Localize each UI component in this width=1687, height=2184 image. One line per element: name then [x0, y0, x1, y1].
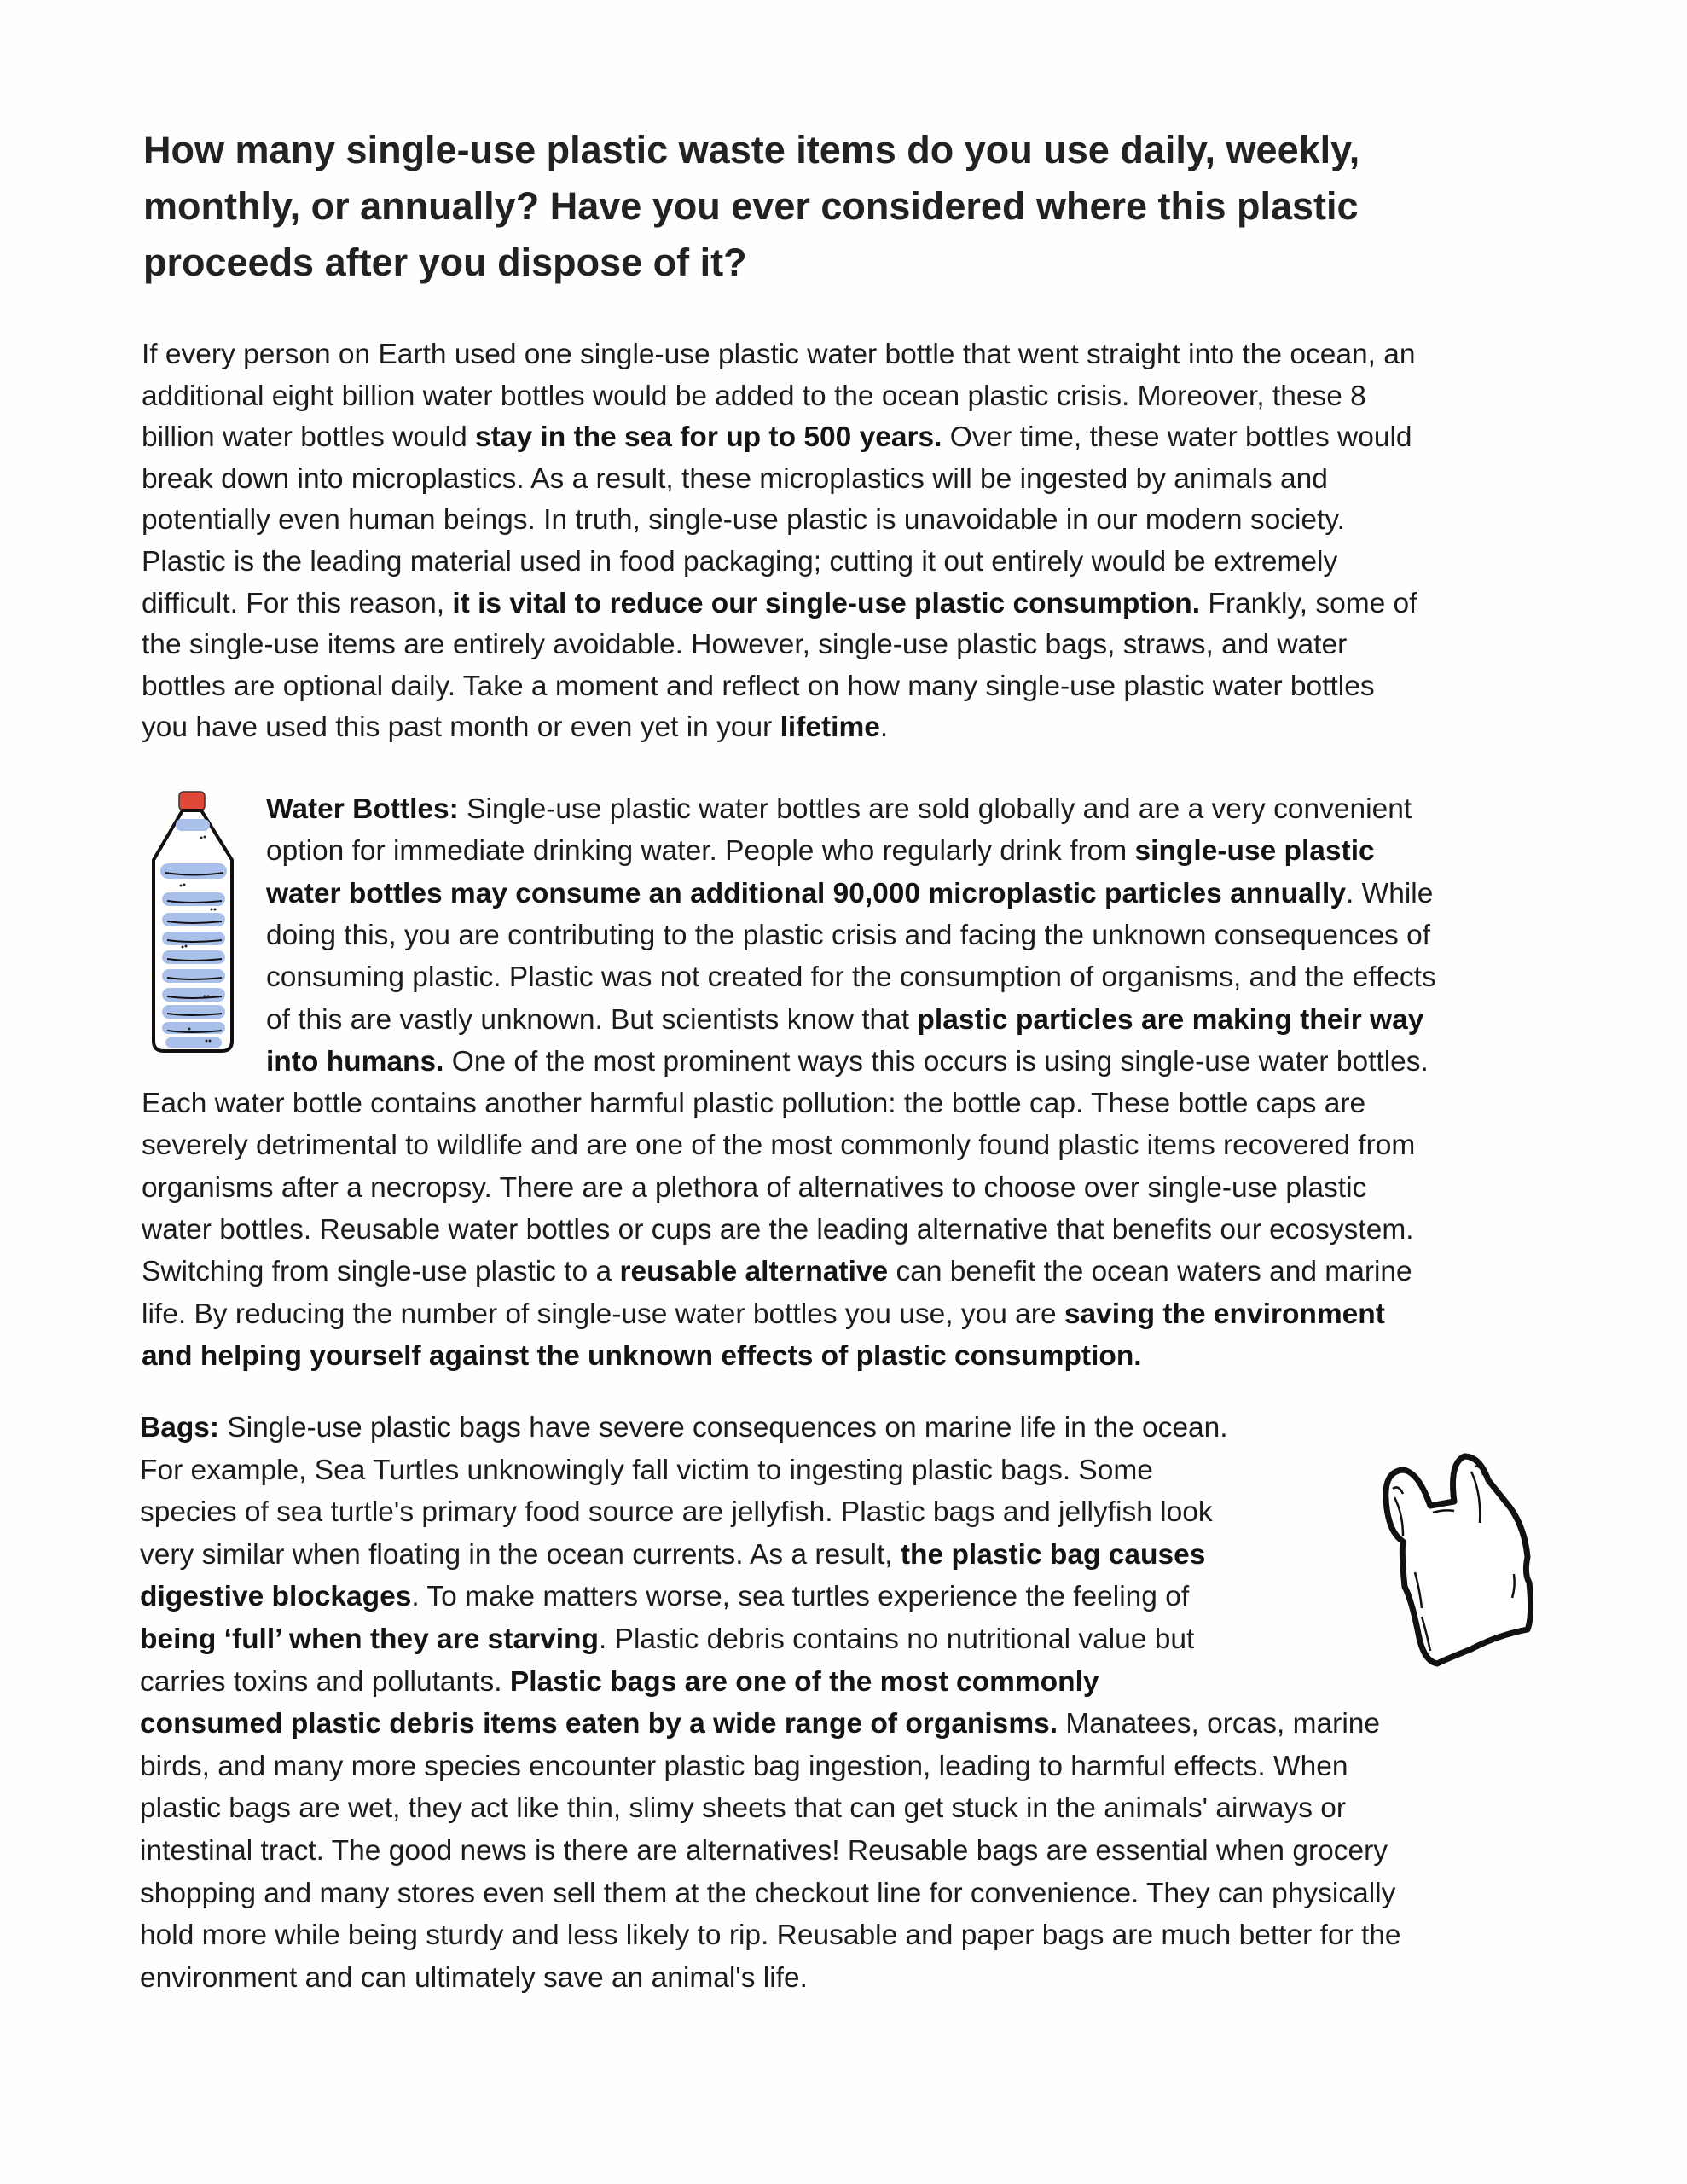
bold-text: Bags:	[140, 1412, 220, 1443]
text-segment: difficult. For this reason,	[142, 587, 453, 619]
bold-text: the plastic bag causes	[900, 1538, 1206, 1571]
text-line	[266, 834, 1375, 868]
heading-line: How many single-use plastic waste items do you use daily, weekly,	[143, 128, 1360, 171]
bold-text: into humans.	[266, 1045, 444, 1077]
text-line	[140, 1580, 1189, 1614]
text-segment: shopping and many stores even sell them at the checkout line for convenience. They can physically	[140, 1877, 1396, 1909]
heading-line: proceeds after you dispose of it?	[143, 241, 747, 284]
text-line	[140, 1623, 1194, 1657]
text-line	[142, 1213, 1414, 1247]
text-segment: hold more while being sturdy and less likely to rip. Reusable and paper bags are much better for the	[140, 1920, 1401, 1952]
text-segment: species of sea turtle's primary food source are jellyfish. Plastic bags and jellyfish look	[140, 1496, 1213, 1529]
text-segment: Manatees, orcas, marine	[1058, 1708, 1381, 1740]
text-line	[140, 1792, 1346, 1826]
text-line	[142, 1171, 1366, 1205]
text-segment: doing this, you are contributing to the plastic crisis and facing the unknown consequences of	[266, 919, 1431, 951]
bold-text: water bottles may consume an additional 90,000 microplastic particles annually	[266, 877, 1346, 909]
text-segment: intestinal tract. The good news is there are alternatives! Reusable bags are essential when grocery	[140, 1835, 1388, 1867]
plastic-bag-icon	[1369, 1446, 1539, 1672]
text-line	[142, 1087, 1365, 1121]
text-segment: potentially even human beings. In truth, single-use plastic is unavoidable in our modern society.	[142, 504, 1345, 537]
text-segment: Single-use plastic water bottles are sold globally and are a very convenient	[458, 793, 1412, 825]
text-segment: Frankly, some of	[1200, 587, 1417, 619]
text-line	[142, 711, 888, 745]
bold-text: being ‘full’ when they are starving	[140, 1623, 599, 1655]
text-line	[142, 338, 1416, 372]
text-segment: bottles are optional daily. Take a moment and reflect on how many single-use plastic water bottles	[142, 670, 1375, 702]
text-segment: If every person on Earth used one single-use plastic water bottle that went straight into the ocean, an	[142, 339, 1416, 370]
bold-text: saving the environment	[1064, 1298, 1385, 1330]
text-segment: consuming plastic. Plastic was not created for the consumption of organisms, and the effects	[266, 961, 1436, 994]
text-segment: Each water bottle contains another harmful plastic pollution: the bottle cap. These bottle caps are	[142, 1088, 1366, 1120]
text-segment: the single-use items are entirely avoidable. However, single-use plastic bags, straws, and water	[142, 629, 1348, 661]
bold-text: Water Bottles:	[266, 793, 459, 825]
bold-text: and helping yourself against the unknown effects of plastic consumption.	[142, 1339, 1142, 1372]
text-line	[142, 1255, 1412, 1289]
text-line	[142, 587, 1417, 621]
text-line	[266, 877, 1433, 911]
bag-outline	[1386, 1456, 1531, 1664]
text-segment: option for immediate drinking water. People who regularly drink from	[266, 835, 1135, 868]
text-segment: environment and can ultimately save an animal's life.	[140, 1961, 808, 1994]
text-segment: Single-use plastic bags have severe consequences on marine life in the ocean.	[219, 1412, 1228, 1443]
text-segment: water bottles. Reusable water bottles or cups are the leading alternative that benefits our ecosystem.	[142, 1214, 1414, 1246]
text-line	[140, 1411, 1228, 1445]
text-line	[140, 1538, 1205, 1572]
text-segment: For example, Sea Turtles unknowingly fall victim to ingesting plastic bags. Some	[140, 1454, 1153, 1486]
bottle-cap	[179, 792, 205, 810]
text-segment: carries toxins and pollutants.	[140, 1665, 510, 1698]
text-segment: . While	[1346, 877, 1434, 909]
bold-text: plastic particles are making their way	[917, 1003, 1424, 1036]
bold-text: reusable alternative	[619, 1256, 889, 1288]
text-segment: . To make matters worse, sea turtles experience the feeling of	[411, 1581, 1190, 1613]
water-bottle-icon	[145, 785, 241, 1056]
text-segment: Over time, these water bottles would	[942, 421, 1412, 454]
text-line	[142, 462, 1328, 497]
bold-text: it is vital to reduce our single-use plastic consumption.	[452, 587, 1201, 619]
text-segment: organisms after a necropsy. There are a plethora of alternatives to choose over single-use plastic	[142, 1171, 1367, 1204]
text-line	[142, 1129, 1415, 1163]
text-segment: very similar when floating in the ocean currents. As a result,	[140, 1538, 901, 1571]
text-segment: severely detrimental to wildlife and are one of the most commonly found plastic items recovered from	[142, 1130, 1416, 1162]
text-line	[142, 628, 1347, 662]
bold-text: single-use plastic	[1134, 835, 1375, 868]
text-segment: can benefit the ocean waters and marine	[888, 1256, 1412, 1288]
bold-text: digestive blockages	[140, 1581, 412, 1613]
bold-text: Plastic bags are one of the most commonly	[509, 1665, 1099, 1698]
bold-text: stay in the sea for up to 500 years.	[475, 421, 942, 454]
text-line	[140, 1496, 1213, 1530]
text-line	[142, 670, 1375, 704]
text-line	[140, 1454, 1153, 1488]
text-line	[266, 919, 1430, 953]
text-segment: One of the most prominent ways this occurs is using single-use water bottles.	[443, 1045, 1429, 1077]
text-line	[142, 503, 1345, 537]
text-line	[140, 1961, 808, 1995]
text-line	[142, 545, 1337, 579]
text-line	[140, 1919, 1401, 1953]
text-line	[142, 380, 1366, 414]
text-line	[266, 793, 1412, 827]
text-line	[266, 1045, 1429, 1079]
text-segment: of this are vastly unknown. But scientists know that	[266, 1003, 918, 1036]
text-line	[140, 1665, 1099, 1699]
bold-text: lifetime	[780, 712, 880, 744]
bold-text: consumed plastic debris items eaten by a wide range of organisms.	[140, 1708, 1058, 1740]
text-segment: birds, and many more species encounter plastic bag ingestion, leading to harmful effects. When	[140, 1750, 1348, 1782]
text-segment: . Plastic debris contains no nutritional value but	[598, 1623, 1195, 1655]
text-segment: you have used this past month or even yet in your	[142, 712, 780, 744]
text-line	[266, 961, 1436, 995]
text-line	[140, 1707, 1380, 1741]
text-segment: additional eight billion water bottles would be added to the ocean plastic crisis. Moreover, these 8	[142, 380, 1366, 412]
heading-line: monthly, or annually? Have you ever considered where this plastic	[143, 184, 1359, 228]
text-segment: break down into microplastics. As a result, these microplastics will be ingested by animals and	[142, 462, 1328, 495]
text-line	[140, 1750, 1348, 1784]
text-line	[142, 421, 1412, 455]
text-line	[266, 1003, 1423, 1037]
text-line	[142, 1298, 1385, 1332]
text-segment: billion water bottles would	[142, 421, 476, 454]
text-segment: Switching from single-use plastic to a	[142, 1256, 620, 1288]
text-segment: life. By reducing the number of single-use water bottles you use, you are	[142, 1298, 1064, 1330]
text-segment: .	[879, 712, 889, 744]
text-line	[142, 1339, 1142, 1374]
text-segment: Plastic is the leading material used in food packaging; cutting it out entirely would be extremely	[142, 546, 1338, 578]
text-line	[140, 1877, 1395, 1911]
text-line	[140, 1834, 1388, 1868]
text-segment: plastic bags are wet, they act like thin, slimy sheets that can get stuck in the animals' airways or	[140, 1792, 1347, 1825]
